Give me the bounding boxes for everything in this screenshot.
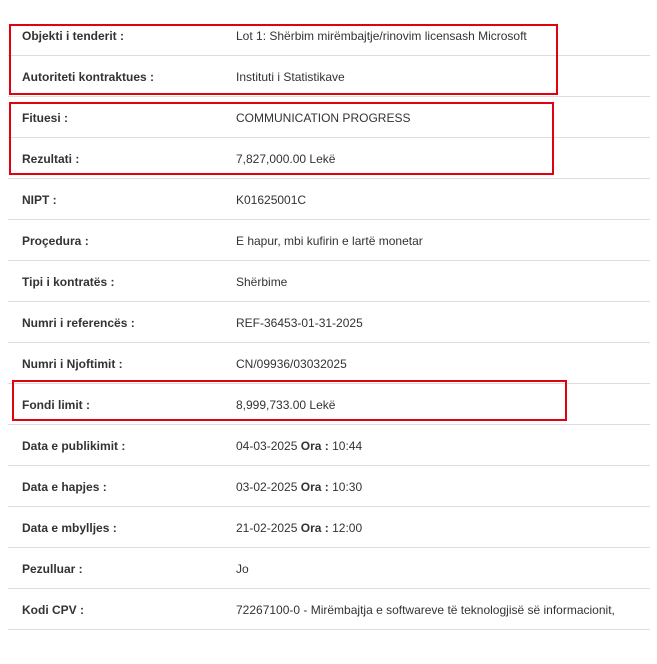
row-value: CN/09936/03032025 bbox=[236, 357, 347, 371]
row-rezultati bbox=[8, 138, 650, 179]
time-label: Ora : bbox=[300, 521, 329, 535]
row-label: Objekti i tenderit : bbox=[22, 29, 125, 43]
row-autoriteti bbox=[8, 56, 650, 97]
row-label: Kodi CPV : bbox=[22, 603, 84, 617]
row-label: Data e publikimit : bbox=[22, 439, 126, 453]
row-tipi-kontrates bbox=[8, 261, 650, 302]
tender-details-table bbox=[8, 15, 650, 630]
date-value: 04-03-2025 bbox=[236, 439, 298, 453]
row-procedura bbox=[8, 220, 650, 261]
time-label: Ora : bbox=[300, 439, 329, 453]
row-value: 72267100-0 - Mirëmbajtja e softwareve të teknologjisë së informacionit, bbox=[236, 603, 615, 617]
date-value: 03-02-2025 bbox=[236, 480, 298, 494]
row-pezulluar bbox=[8, 548, 650, 589]
row-label: Data e hapjes : bbox=[22, 480, 107, 494]
row-label: Fondi limit : bbox=[22, 398, 90, 412]
row-value: K01625001C bbox=[236, 193, 307, 207]
row-kodi-cpv bbox=[8, 589, 650, 630]
row-value: Instituti i Statistikave bbox=[236, 70, 345, 84]
row-value: COMMUNICATION PROGRESS bbox=[236, 111, 411, 125]
row-label: Numri i Njoftimit : bbox=[22, 357, 123, 371]
row-label: NIPT : bbox=[22, 193, 57, 207]
row-data-mbylljes bbox=[8, 507, 650, 548]
row-value: E hapur, mbi kufirin e lartë monetar bbox=[236, 234, 423, 248]
row-label: Proçedura : bbox=[22, 234, 89, 248]
row-value bbox=[236, 480, 362, 494]
row-fondi-limit bbox=[8, 384, 650, 425]
time-label: Ora : bbox=[300, 480, 329, 494]
row-value: 7,827,000.00 Lekë bbox=[236, 152, 336, 166]
row-label: Data e mbylljes : bbox=[22, 521, 117, 535]
row-label: Rezultati : bbox=[22, 152, 80, 166]
row-numri-njoftimit bbox=[8, 343, 650, 384]
row-label: Autoriteti kontraktues : bbox=[22, 70, 155, 84]
row-value: REF-36453-01-31-2025 bbox=[236, 316, 363, 330]
row-fituesi bbox=[8, 97, 650, 138]
row-numri-references bbox=[8, 302, 650, 343]
time-value: 10:30 bbox=[332, 480, 363, 494]
time-value: 10:44 bbox=[332, 439, 363, 453]
row-value: Jo bbox=[236, 562, 249, 576]
row-data-publikimit bbox=[8, 425, 650, 466]
row-value bbox=[236, 439, 362, 453]
row-label: Fituesi : bbox=[22, 111, 69, 125]
date-value: 21-02-2025 bbox=[236, 521, 298, 535]
row-objekti bbox=[8, 15, 650, 56]
row-nipt bbox=[8, 179, 650, 220]
row-label: Numri i referencës : bbox=[22, 316, 135, 330]
row-data-hapjes bbox=[8, 466, 650, 507]
row-value: 8,999,733.00 Lekë bbox=[236, 398, 336, 412]
row-value: Lot 1: Shërbim mirëmbajtje/rinovim licensash Microsoft bbox=[236, 29, 527, 43]
time-value: 12:00 bbox=[332, 521, 363, 535]
row-value: Shërbime bbox=[236, 275, 288, 289]
row-label: Pezulluar : bbox=[22, 562, 83, 576]
row-value bbox=[236, 521, 362, 535]
row-label: Tipi i kontratës : bbox=[22, 275, 115, 289]
